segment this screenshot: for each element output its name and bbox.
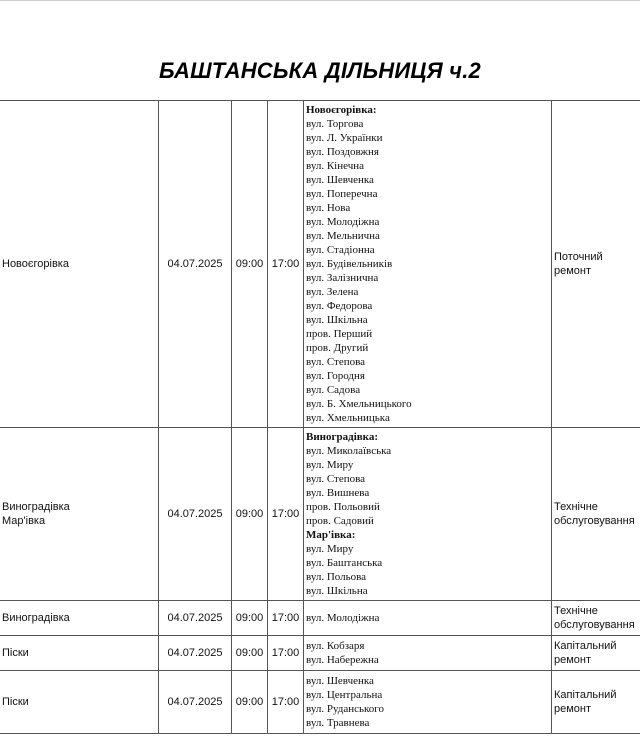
street-item: вул. Хмельницька <box>306 412 390 424</box>
street-item: вул. Стадіонна <box>306 244 375 256</box>
street-item: вул. Нова <box>306 202 351 214</box>
outage-schedule-table <box>0 100 640 734</box>
date-cell: 04.07.2025 <box>159 601 232 636</box>
work-type-line: Технічне <box>554 501 598 513</box>
street-item: вул. Кобзаря <box>306 640 365 652</box>
street-item: вул. Молодіжна <box>306 612 380 624</box>
area-line: Виноградівка <box>2 501 70 513</box>
street-item: вул. Будівельників <box>306 258 393 270</box>
street-item: вул. Б. Хмельницького <box>306 398 412 410</box>
street-item: вул. Миру <box>306 543 354 555</box>
street-item: вул. Мельнична <box>306 230 380 242</box>
work-type-cell <box>552 101 640 428</box>
street-item: вул. Травнева <box>306 717 370 729</box>
street-item: вул. Баштанська <box>306 557 383 569</box>
date-cell: 04.07.2025 <box>159 101 232 428</box>
street-item: вул. Поперечна <box>306 188 378 200</box>
streets-cell <box>304 428 552 601</box>
work-type-cell <box>552 636 640 671</box>
work-type-line: ремонт <box>554 703 592 715</box>
street-item: вул. Шкільна <box>306 314 368 326</box>
streets-cell <box>304 101 552 428</box>
start-time-cell: 09:00 <box>232 601 268 636</box>
work-type-line: Капітальний <box>554 640 617 652</box>
start-time-cell: 09:00 <box>232 636 268 671</box>
area-cell <box>0 601 159 636</box>
work-type-line: ремонт <box>554 654 592 666</box>
table-row <box>0 636 640 671</box>
street-item: вул. Шкільна <box>306 585 368 597</box>
street-item: вул. Л. Українки <box>306 132 383 144</box>
area-line: Новоєгорівка <box>2 258 69 270</box>
street-item: вул. Шевченка <box>306 174 374 186</box>
street-item: вул. Молодіжна <box>306 216 380 228</box>
street-item: вул. Миру <box>306 459 354 471</box>
street-item: вул. Кінечна <box>306 160 365 172</box>
work-type-line: ремонт <box>554 265 592 277</box>
date-cell: 04.07.2025 <box>159 671 232 734</box>
work-type-cell <box>552 428 640 601</box>
end-time-cell: 17:00 <box>268 428 304 601</box>
street-item: вул. Польова <box>306 571 367 583</box>
street-item: вул. Степова <box>306 356 366 368</box>
street-item: вул. Вишнева <box>306 487 370 499</box>
street-item: вул. Зелена <box>306 286 359 298</box>
area-line: Піски <box>2 696 29 708</box>
work-type-line: обслуговування <box>554 515 635 527</box>
streets-cell <box>304 671 552 734</box>
area-cell <box>0 428 159 601</box>
work-type-cell <box>552 601 640 636</box>
street-item: вул. Руданського <box>306 703 385 715</box>
table-row <box>0 428 640 601</box>
top-border-line <box>0 0 640 1</box>
street-item: пров. Польовий <box>306 501 380 513</box>
street-item: пров. Садовий <box>306 515 374 527</box>
street-item: пров. Другий <box>306 342 369 354</box>
table-row <box>0 101 640 428</box>
start-time-cell: 09:00 <box>232 428 268 601</box>
streets-cell <box>304 636 552 671</box>
area-line: Виноградівка <box>2 612 70 624</box>
street-item: вул. Торгова <box>306 118 364 130</box>
street-item: пров. Перший <box>306 328 373 340</box>
end-time-cell: 17:00 <box>268 671 304 734</box>
start-time-cell: 09:00 <box>232 671 268 734</box>
area-cell <box>0 101 159 428</box>
street-item: вул. Миколаївська <box>306 445 392 457</box>
area-line: Піски <box>2 647 29 659</box>
table-row <box>0 671 640 734</box>
settlement-heading: Новоєгорівка: <box>306 104 377 116</box>
schedule-body <box>0 101 640 734</box>
table-row <box>0 601 640 636</box>
area-cell <box>0 671 159 734</box>
street-item: вул. Городня <box>306 370 365 382</box>
work-type-cell <box>552 671 640 734</box>
work-type-line: Технічне <box>554 605 598 617</box>
street-item: вул. Степова <box>306 473 366 485</box>
date-cell: 04.07.2025 <box>159 428 232 601</box>
street-item: вул. Садова <box>306 384 361 396</box>
end-time-cell: 17:00 <box>268 636 304 671</box>
settlement-heading: Мар'івка: <box>306 529 356 541</box>
street-item: вул. Поздовжня <box>306 146 379 158</box>
end-time-cell: 17:00 <box>268 101 304 428</box>
page-title: БАШТАНСЬКА ДІЛЬНИЦЯ ч.2 <box>159 58 481 83</box>
area-line: Мар'івка <box>2 515 46 527</box>
street-item: вул. Шевченка <box>306 675 374 687</box>
streets-cell <box>304 601 552 636</box>
date-cell: 04.07.2025 <box>159 636 232 671</box>
street-item: вул. Залізнична <box>306 272 379 284</box>
street-item: вул. Набережна <box>306 654 379 666</box>
settlement-heading: Виноградівка: <box>306 431 379 443</box>
area-cell <box>0 636 159 671</box>
street-item: вул. Центральна <box>306 689 383 701</box>
start-time-cell: 09:00 <box>232 101 268 428</box>
end-time-cell: 17:00 <box>268 601 304 636</box>
work-type-line: Поточний <box>554 251 603 263</box>
work-type-line: Капітальний <box>554 689 617 701</box>
work-type-line: обслуговування <box>554 619 635 631</box>
street-item: вул. Федорова <box>306 300 373 312</box>
